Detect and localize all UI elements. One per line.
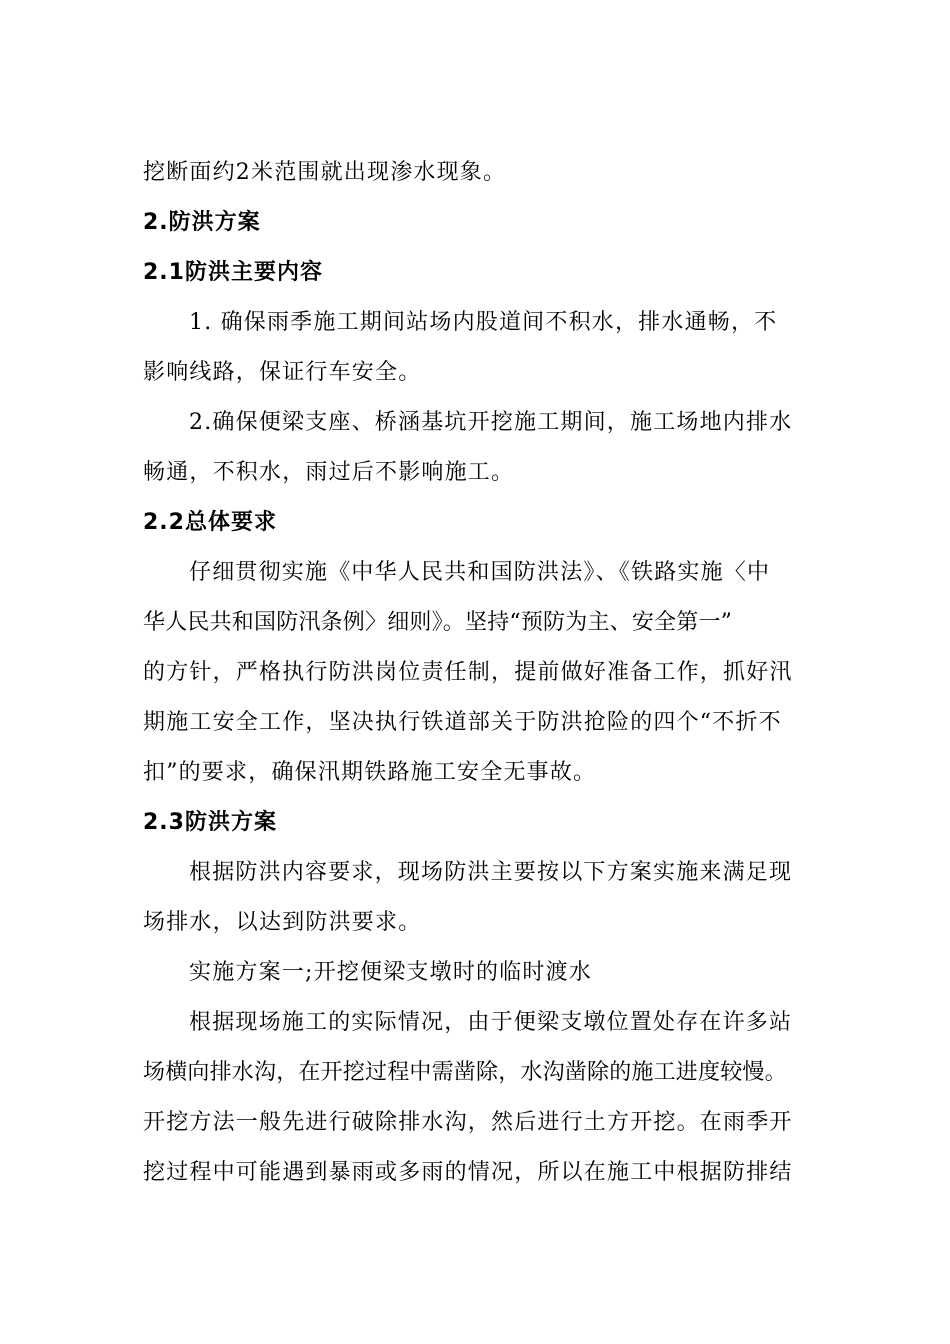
paragraph-line: 1. 确保雨季施工期间站场内股道间不积水，排水通畅，不 — [189, 310, 778, 335]
paragraph-line: 畅通，不积水，雨过后不影响施工。 — [143, 460, 515, 485]
subsection-heading: 2.1防洪主要内容 — [143, 260, 323, 285]
paragraph-line: 挖断面约2米范围就出现渗水现象。 — [143, 160, 507, 185]
paragraph-line: 2.确保便梁支座、桥涵基坑开挖施工期间，施工场地内排水 — [189, 410, 793, 435]
paragraph-line: 场横向排水沟，在开挖过程中需凿除，水沟凿除的施工进度较慢。 — [143, 1060, 787, 1085]
section-heading: 2.防洪方案 — [143, 210, 261, 235]
paragraph-line: 根据防洪内容要求，现场防洪主要按以下方案实施来满足现 — [189, 860, 793, 885]
paragraph-line: 的方针，严格执行防洪岗位责任制，提前做好准备工作，抓好汛 — [143, 660, 793, 685]
paragraph-line: 场排水，以达到防洪要求。 — [143, 910, 422, 935]
paragraph-line: 影响线路，保证行车安全。 — [143, 360, 422, 385]
paragraph-line: 扣”的要求，确保汛期铁路施工安全无事故。 — [143, 760, 597, 785]
paragraph-line: 根据现场施工的实际情况，由于便梁支墩位置处存在许多站 — [189, 1010, 793, 1035]
paragraph-line: 挖过程中可能遇到暴雨或多雨的情况，所以在施工中根据防排结 — [143, 1160, 793, 1185]
paragraph-line: 华人民共和国防汛条例〉细则》。坚持“预防为主、安全第一” — [143, 610, 733, 635]
paragraph-line: 开挖方法一般先进行破除排水沟，然后进行土方开挖。在雨季开 — [143, 1110, 793, 1135]
paragraph-line: 仔细贯彻实施《中华人民共和国防洪法》、《铁路实施〈中 — [189, 560, 771, 585]
document-body — [143, 148, 815, 1198]
paragraph-line: 实施方案一;开挖便梁支墩时的临时渡水 — [189, 960, 593, 985]
subsection-heading: 2.3防洪方案 — [143, 810, 277, 835]
subsection-heading: 2.2总体要求 — [143, 510, 277, 535]
paragraph-line: 期施工安全工作，坚决执行铁道部关于防洪抢险的四个“不折不 — [143, 710, 782, 735]
